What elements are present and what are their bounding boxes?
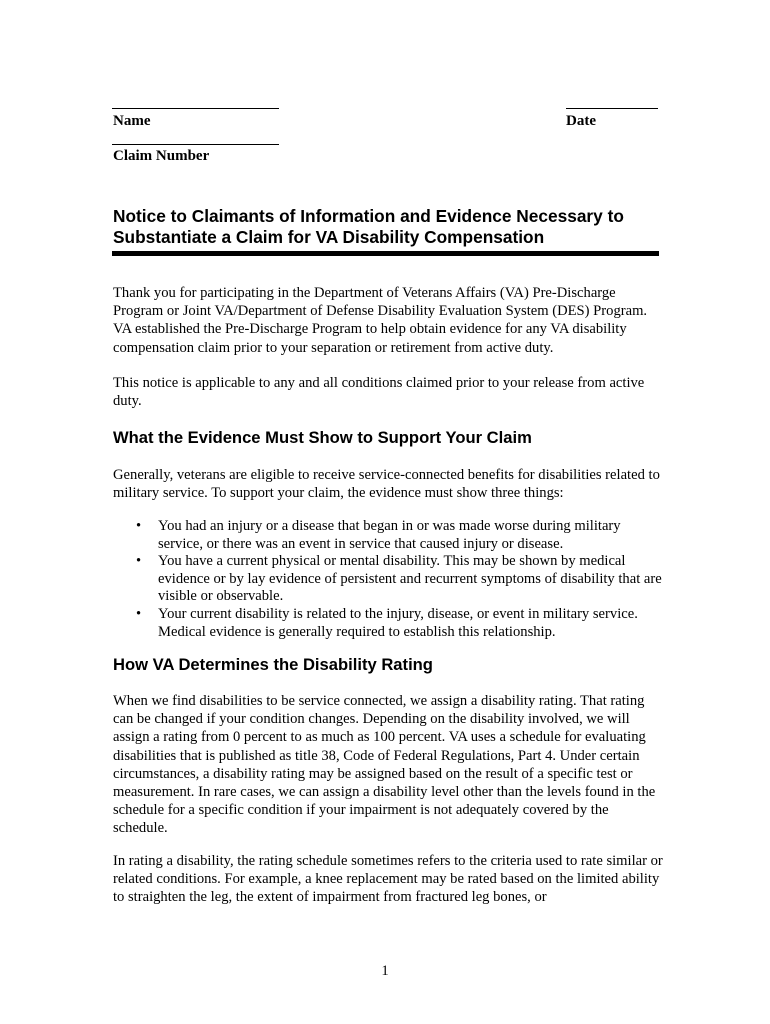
title-line-1: Notice to Claimants of Information and Evidence Necessary to <box>113 206 624 226</box>
date-label: Date <box>566 113 596 129</box>
evidence-section-heading: What the Evidence Must Show to Support Your Claim <box>113 428 532 447</box>
intro-paragraph-1: Thank you for participating in the Department of Veterans Affairs (VA) Pre-Discharge Program or Joint VA/Department of Defense Disability Evaluation System (DES) Program. VA established the Pre-Discharge Program to help obtain evidence for any VA disability compensation claim prior to your separation or retirement from active duty. <box>113 285 648 356</box>
rating-section-paragraph-2: In rating a disability, the rating schedule sometimes refers to the criteria used to rate similar or related conditions. For example, a knee replacement may be rated based on the limited ability to straighten the leg, the extent of impairment from fractured leg bones, or <box>113 853 663 906</box>
list-item <box>113 518 663 553</box>
page-number: 1 <box>381 963 389 979</box>
rating-section-paragraph-1: When we find disabilities to be service connected, we assign a disability rating. That rating can be changed if your condition changes. Depending on the disability involved, we will assign a rating from 0 percent to as much as 100 percent. VA uses a schedule for evaluating disabilities that is published as title 38, Code of Federal Regulations, Part 4. Under certain circumstances, a disability rating may be assigned based on the result of a specific test or measurement. In rare cases, we can assign a disability level other than the levels found in the schedule for a specific condition if your impairment is not adequately covered by the schedule. <box>113 693 656 837</box>
claim-number-label: Claim Number <box>113 148 210 164</box>
bullet-icon: • <box>136 553 142 570</box>
name-field-line[interactable] <box>112 108 279 109</box>
date-field-line[interactable] <box>566 108 658 109</box>
document-title <box>113 206 673 248</box>
title-underline-rule <box>112 251 659 256</box>
rating-section-heading: How VA Determines the Disability Rating <box>113 655 433 674</box>
evidence-section-paragraph: Generally, veterans are eligible to receive service-connected benefits for disabilities related to military service. To support your claim, the evidence must show three things: <box>113 467 660 502</box>
bullet-text: You had an injury or a disease that began in or was made worse during military service, or there was an event in service that caused injury or disease. <box>158 518 621 552</box>
claim-number-field-line[interactable] <box>112 144 279 145</box>
list-item <box>113 553 663 606</box>
bullet-icon: • <box>136 605 142 622</box>
evidence-bullet-list <box>113 518 663 641</box>
intro-paragraph-2: This notice is applicable to any and all conditions claimed prior to your release from active duty. <box>113 375 645 410</box>
bullet-icon: • <box>136 518 142 534</box>
list-item <box>113 606 663 641</box>
name-label: Name <box>113 113 151 129</box>
title-line-2: Substantiate a Claim for VA Disability Compensation <box>113 227 545 247</box>
bullet-text: Your current disability is related to the injury, disease, or event in military service. Medical evidence is generally required to establish this relationship. <box>158 605 638 640</box>
bullet-text: You have a current physical or mental disability. This may be shown by medical evidence or by lay evidence of persistent and recurrent symptoms of disability that are visible or observable. <box>158 553 662 605</box>
